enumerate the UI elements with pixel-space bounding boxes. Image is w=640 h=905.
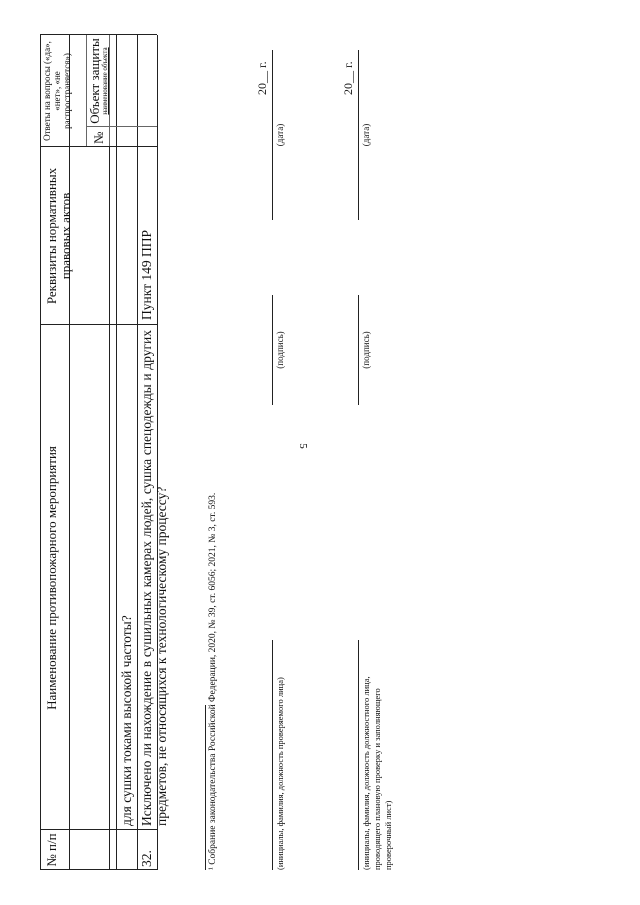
header-object-name: наименование объекта	[101, 47, 109, 115]
header-name: Наименование противопожарного мероприятия	[44, 446, 59, 710]
header-answers: Ответы на вопросы («да», «нет», «не распространяется»)	[42, 41, 72, 141]
year-label-1: 20__ г.	[255, 61, 269, 95]
header-num: № п/п	[44, 833, 59, 867]
sign-label-1: (подпись)	[275, 331, 285, 369]
row-32-act: Пункт 149 ППР	[139, 229, 154, 320]
row-32-text: Исключено ли нахождение в сушильных камерах людей, сушка спецодежды и других предметов, не относящихся к технологическому процессу?	[139, 330, 169, 826]
date-label-2: (дата)	[361, 123, 371, 147]
header-requisites: Реквизиты нормативных правовых актов	[44, 167, 73, 305]
row-continuation-text: для сушки токами высокой частоты?	[119, 615, 134, 826]
row-32-num: 32.	[139, 850, 154, 867]
footnote-text: ¹ Собрание законодательства Российской Федерации, 2020, № 39, ст. 6056; 2021, № 3, ст. 593.	[208, 492, 218, 870]
person-label-1: (инициалы, фамилия, должность проверяемого лица)	[275, 677, 285, 870]
date-label-1: (дата)	[275, 123, 285, 147]
header-object: Объект защиты	[87, 38, 102, 124]
page-number: 5	[297, 443, 309, 449]
header-object-num: №	[91, 131, 106, 144]
sign-label-2: (подпись)	[361, 331, 371, 369]
year-label-2: 20__ г.	[341, 61, 355, 95]
person-label-2: (инициалы, фамилия, должность должностного лица, проводящего плановую проверку и заполняющего проверочный лист)	[361, 676, 393, 870]
